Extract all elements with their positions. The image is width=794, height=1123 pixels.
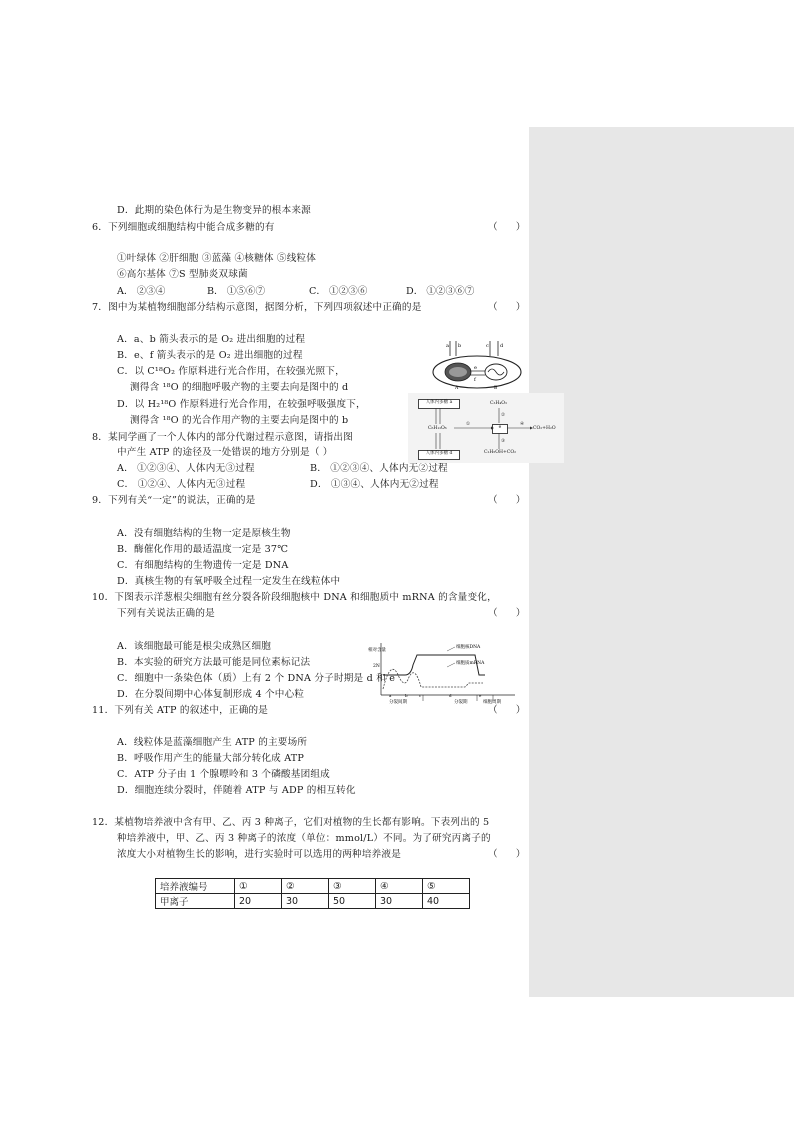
table-cell: 20 — [235, 894, 282, 909]
q10-stem-line1: 10．下图表示洋葱根尖细胞有丝分裂各阶段细胞核中 DNA 和细胞质中 mRNA 的含量变化， — [92, 592, 497, 603]
q8-option-b: B． ①②③④、人体内无②过程 — [310, 463, 448, 474]
q8-stem-line2: 中产生 ATP 的途径及一处错误的地方分别是（ ） — [117, 447, 333, 458]
metabolism-figure — [408, 393, 564, 463]
table-header-cell: ③ — [329, 879, 376, 894]
q10-option-a: A．该细胞最可能是根尖成熟区细胞 — [117, 641, 272, 652]
meta-center-e: e — [492, 424, 508, 434]
table-cell: 50 — [329, 894, 376, 909]
graph-legend-dna: 细胞核DNA — [456, 645, 481, 650]
graph-y-tick: 2N — [373, 664, 380, 669]
meta-step-2: ② — [501, 413, 506, 418]
q9-option-a: A．没有细胞结构的生物一定是原核生物 — [117, 528, 291, 539]
q8-option-c: C． ①②④、人体内无③过程 — [117, 479, 246, 490]
q10-answer-paren: （ ） — [488, 608, 526, 619]
graph-letter-b: b — [405, 693, 408, 698]
q9-answer-paren: （ ） — [488, 495, 526, 506]
q6-option-a: A． ②③④ — [117, 286, 166, 297]
q11-answer-paren: （ ） — [488, 705, 526, 716]
cell-label-b: b — [458, 343, 462, 349]
q6-answer-paren: （ ） — [488, 222, 526, 233]
q9-option-d: D．真核生物的有氧呼吸全过程一定发生在线粒体中 — [117, 576, 341, 587]
q7-option-a: A．a、b 箭头表示的是 O₂ 进出细胞的过程 — [117, 334, 306, 345]
q7-option-c-line2: 测得含 ¹⁸O 的细胞呼吸产物的主要去向是图中的 d — [130, 382, 349, 393]
graph-x-phase: 细胞周期 — [483, 700, 501, 705]
meta-box-polysaccharide-a: 人体内多糖 a — [418, 399, 460, 409]
q6-stem: 6．下列细胞或细胞结构中能合成多糖的有 — [92, 222, 275, 233]
mrna-curve — [383, 669, 483, 689]
q9-option-c: C．有细胞结构的生物遗传一定是 DNA — [117, 560, 289, 571]
q7-option-d-line2: 测得含 ¹⁸O 的光合作用产物的主要去向是图中的 b — [130, 415, 349, 426]
q7-option-b: B．e、f 箭头表示的是 O₂ 进出细胞的过程 — [117, 350, 303, 361]
q7-option-c-line1: C．以 C¹⁸O₂ 作原料进行光合作用，在较强光照下， — [117, 366, 345, 377]
graph-letter-a: a — [389, 693, 392, 698]
q6-option-d: D． ①②③⑥⑦ — [406, 286, 475, 297]
q6-items-line2: ⑥高尔基体 ⑦S 型肺炎双球菌 — [117, 269, 248, 280]
meta-right-product: CO₂+H₂O — [533, 426, 556, 431]
table-header-cell: 培养液编号 — [156, 879, 235, 894]
q12-stem-line3: 浓度大小对植物生长的影响，进行实验时可以选用的两种培养液是 — [117, 849, 402, 860]
graph-legend-mrna: 细胞质mRNA — [456, 661, 485, 666]
q12-answer-paren: （ ） — [488, 849, 526, 860]
q10-stem-line2: 下列有关说法正确的是 — [117, 608, 215, 619]
table-row — [156, 894, 470, 909]
q11-option-a: A．线粒体是蓝藻细胞产生 ATP 的主要场所 — [117, 737, 308, 748]
q7-answer-paren: （ ） — [488, 302, 526, 313]
q11-stem: 11．下列有关 ATP 的叙述中，正确的是 — [92, 705, 269, 716]
q10-option-b: B．本实验的研究方法最可能是同位素标记法 — [117, 657, 311, 668]
meta-step-4: ④ — [520, 422, 525, 427]
table-header-row — [156, 879, 470, 894]
meta-step-3: ③ — [501, 439, 506, 444]
meta-glucose: C₆H₁₂O₆ — [428, 426, 447, 431]
comment-margin-panel — [529, 127, 794, 997]
q9-stem: 9．下列有关“一定”的说法，正确的是 — [92, 495, 256, 506]
q11-option-c: C．ATP 分子由 1 个腺嘌呤和 3 个磷酸基团组成 — [117, 769, 330, 780]
graph-x-interphase: 分裂间期 — [389, 700, 407, 705]
q6-option-b: B． ①⑤⑥⑦ — [207, 286, 266, 297]
q6-option-c: C． ①②③⑥ — [309, 286, 368, 297]
graph-x-mitosis: 分裂期 — [454, 700, 468, 705]
table-header-cell: ⑤ — [423, 879, 470, 894]
meta-box-polysaccharide-d: 人体内多糖 d — [418, 450, 460, 460]
table-header-cell: ② — [282, 879, 329, 894]
table-cell: 甲离子 — [156, 894, 235, 909]
graph-letter-e: e — [479, 693, 482, 698]
table-cell: 30 — [282, 894, 329, 909]
q7-stem: 7．图中为某植物细胞部分结构示意图，据图分析，下列四项叙述中正确的是 — [92, 302, 422, 313]
cell-label-e: e — [474, 365, 477, 371]
q8-stem-line1: 8．某同学画了一个人体内的部分代谢过程示意图，请指出图 — [92, 432, 353, 443]
meta-bottom-product: C₂H₅OH+CO₂ — [484, 450, 516, 455]
meta-top-product: C₃H₄O₃ — [490, 401, 507, 406]
graph-letter-c: c — [419, 693, 422, 698]
q8-option-d: D． ①③④、人体内无②过程 — [310, 479, 439, 490]
graph-ylabel: 相对含量 — [368, 648, 386, 653]
q9-option-b: B．酶催化作用的最适温度一定是 37℃ — [117, 544, 289, 555]
graph-letter-d: d — [449, 693, 452, 698]
q12-stem-line2: 种培养液中，甲、乙、丙 3 种离子的浓度（单位：mmol/L）不同。为了研究丙离子的 — [117, 833, 491, 844]
plant-cell-figure — [430, 339, 524, 391]
cell-label-B: B — [494, 386, 498, 391]
meta-step-1: ① — [466, 422, 471, 427]
chloroplast-inner — [449, 367, 467, 377]
q10-option-c: C．细胞中一条染色体（质）上有 2 个 DNA 分子时期是 d 和 e — [117, 673, 396, 684]
dna-mrna-graph — [365, 637, 525, 705]
q10-option-d: D．在分裂间期中心体复制形成 4 个中心粒 — [117, 689, 305, 700]
metabolism-arrows — [408, 393, 564, 463]
q11-option-b: B．呼吸作用产生的能量大部分转化成 ATP — [117, 753, 305, 764]
q7-option-d-line1: D．以 H₂¹⁸O 作原料进行光合作用，在较强呼吸强度下， — [117, 399, 366, 410]
nutrient-solution-table — [155, 878, 470, 909]
cell-label-A: A — [455, 386, 459, 391]
cell-label-d: d — [500, 343, 504, 349]
q5-option-d: D．此期的染色体行为是生物变异的根本来源 — [117, 205, 311, 216]
table-cell: 40 — [423, 894, 470, 909]
q6-items-line1: ①叶绿体 ②肝细胞 ③蓝藻 ④核糖体 ⑤线粒体 — [117, 253, 317, 264]
q12-stem-line1: 12．某植物培养液中含有甲、乙、丙 3 种离子，它们对植物的生长都有影响。下表列出的 5 — [92, 817, 490, 828]
table-header-cell: ① — [235, 879, 282, 894]
q11-option-d: D．细胞连续分裂时，伴随着 ATP 与 ADP 的相互转化 — [117, 785, 356, 796]
cell-label-c: c — [486, 343, 489, 349]
cell-label-f: f — [474, 377, 476, 383]
q8-option-a: A． ①②③④、人体内无③过程 — [117, 463, 255, 474]
cell-label-a: a — [446, 343, 449, 349]
table-cell: 30 — [376, 894, 423, 909]
table-header-cell: ④ — [376, 879, 423, 894]
